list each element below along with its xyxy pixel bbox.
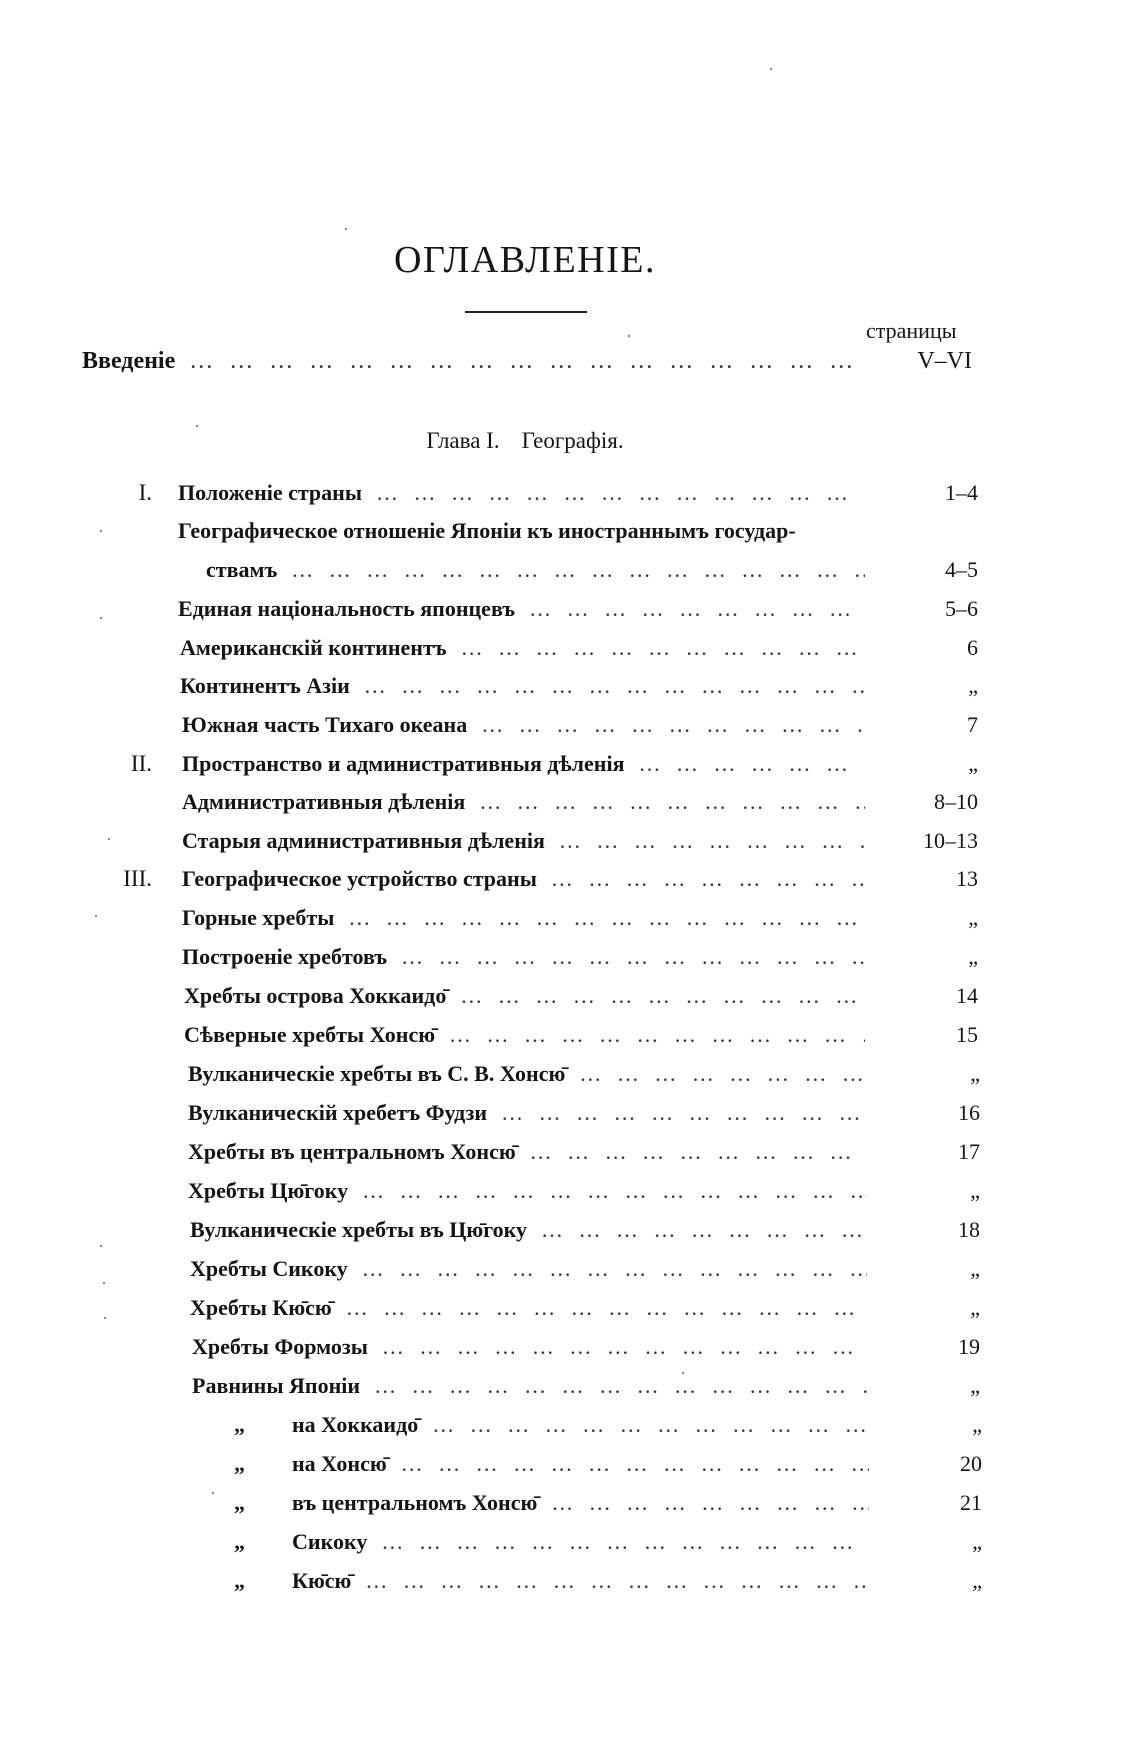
entry-label: Южная часть Тихаго океана <box>182 712 468 737</box>
toc-entry <box>188 1178 980 1212</box>
dot-leader <box>530 1139 867 1165</box>
entry-pages: „ <box>968 905 978 930</box>
entry-pages: 4–5 <box>945 557 978 582</box>
toc-entry <box>182 789 978 823</box>
toc-entry <box>206 557 978 591</box>
ditto-mark: „ <box>234 1529 245 1554</box>
scan-speck <box>682 1372 684 1374</box>
scan-speck <box>345 228 347 230</box>
toc-entry <box>182 751 978 785</box>
toc-entry <box>192 1373 980 1407</box>
toc-entry <box>190 1217 980 1251</box>
entry-pages: „ <box>972 1568 982 1593</box>
chapter-heading <box>0 428 1050 454</box>
entry-pages: 8–10 <box>934 789 978 814</box>
toc-entry <box>190 1295 980 1329</box>
dot-leader <box>449 1022 865 1048</box>
toc-subentry <box>234 1568 982 1602</box>
toc-entry <box>184 1022 978 1056</box>
entry-pages: 16 <box>958 1100 980 1125</box>
entry-pages: „ <box>970 1373 980 1398</box>
entry-label: Хребты въ центральномъ Хонсю̄ <box>188 1139 516 1164</box>
dot-leader <box>551 866 865 892</box>
entry-label: Единая національность японцевъ <box>178 596 516 621</box>
entry-label: Хребты Цю̄гоку <box>188 1178 349 1203</box>
toc-entry <box>180 635 978 669</box>
entry-label: Положеніе страны <box>178 480 363 505</box>
entry-pages: 14 <box>956 983 978 1008</box>
toc-entry <box>182 905 978 939</box>
toc-entry <box>182 944 978 978</box>
entry-pages: 19 <box>958 1334 980 1359</box>
dot-leader <box>579 1061 867 1087</box>
dot-leader <box>189 348 859 375</box>
entry-pages: „ <box>968 673 978 698</box>
dot-leader <box>638 751 865 777</box>
entry-pages: „ <box>972 1412 982 1437</box>
entry-label: Вулканическій хребетъ Фудзи <box>188 1100 488 1125</box>
entry-pages: 13 <box>956 866 978 891</box>
entry-pages: 21 <box>960 1490 982 1515</box>
scan-speck <box>196 425 198 427</box>
toc-subentry <box>234 1529 982 1563</box>
intro-label: Введеніе <box>82 348 176 374</box>
entry-label: Хребты острова Хоккаидо̄ <box>184 983 447 1008</box>
entry-pages: 1–4 <box>945 480 978 505</box>
pages-column-label: страницы <box>866 318 957 343</box>
entry-label: ствамъ <box>206 557 278 582</box>
toc-entry <box>192 1334 980 1368</box>
dot-leader <box>551 1490 869 1516</box>
entry-pages: 18 <box>958 1217 980 1242</box>
intro-pages: V–VI <box>917 348 972 374</box>
entry-pages: 5–6 <box>945 596 978 621</box>
dot-leader <box>291 557 865 583</box>
section-numeral: III. <box>123 866 152 891</box>
scan-speck <box>100 530 102 532</box>
entry-label: въ центральномъ Хонсю̄ <box>292 1490 538 1515</box>
title-rule <box>465 311 587 313</box>
dot-leader <box>481 712 865 738</box>
scan-speck <box>100 617 102 619</box>
intro-entry <box>82 348 972 382</box>
entry-label: на Хоккаидо̄ <box>292 1412 419 1437</box>
toc-entry <box>178 596 978 630</box>
entry-label: Кю̄сю̄ <box>292 1568 352 1593</box>
scan-speck <box>104 1317 106 1319</box>
dot-leader <box>376 480 865 506</box>
scan-speck <box>95 915 97 917</box>
toc-entry <box>182 866 978 900</box>
scan-speck <box>100 1245 102 1247</box>
entry-label: Хребты Кю̄сю̄ <box>190 1295 332 1320</box>
toc-entry <box>178 518 978 552</box>
entry-label: Сѣверные хребты Хонсю̄ <box>184 1022 436 1047</box>
entry-pages: 17 <box>958 1139 980 1164</box>
toc-entry <box>188 1061 980 1095</box>
section-numeral: I. <box>138 480 152 505</box>
dot-leader <box>348 905 865 931</box>
section-numeral: II. <box>130 751 152 776</box>
scan-speck <box>770 68 772 70</box>
entry-pages: 20 <box>960 1451 982 1476</box>
entry-label: Равнины Японіи <box>192 1373 361 1398</box>
toc-subentry <box>234 1412 982 1446</box>
dot-leader <box>479 789 865 815</box>
entry-pages: 7 <box>967 712 978 737</box>
entry-label: Сикоку <box>292 1529 368 1554</box>
entry-label: Континентъ Азіи <box>180 673 350 698</box>
dot-leader <box>401 1451 869 1477</box>
dot-leader <box>382 1334 867 1360</box>
dot-leader <box>362 1178 867 1204</box>
toc-entry <box>184 983 978 1017</box>
dot-leader <box>461 635 865 661</box>
entry-label: на Хонсю̄ <box>292 1451 387 1476</box>
dot-leader <box>559 828 865 854</box>
entry-pages: „ <box>970 1295 980 1320</box>
ditto-mark: „ <box>234 1490 245 1515</box>
entry-label: Построеніе хребтовъ <box>182 944 388 969</box>
dot-leader <box>541 1217 867 1243</box>
entry-label: Американскій континентъ <box>180 635 447 660</box>
entry-label: Горные хребты <box>182 905 335 930</box>
entry-pages: 15 <box>956 1022 978 1047</box>
dot-leader <box>381 1529 869 1555</box>
dot-leader <box>365 1568 869 1594</box>
dot-leader <box>432 1412 869 1438</box>
toc-entry <box>188 1100 980 1134</box>
dot-leader <box>374 1373 867 1399</box>
toc-entry <box>182 712 978 746</box>
entry-label: Географическое отношеніе Японіи къ иностраннымъ государ- <box>178 518 796 543</box>
toc-entry <box>178 480 978 514</box>
entry-label: Хребты Сикоку <box>190 1256 348 1281</box>
entry-label: Хребты Формозы <box>192 1334 368 1359</box>
entry-label: Пространство и административныя дѣленія <box>182 751 625 776</box>
entry-label: Административныя дѣленія <box>182 789 466 814</box>
entry-label: Вулканическіе хребты въ Цю̄гоку <box>190 1217 528 1242</box>
entry-pages: 6 <box>967 635 978 660</box>
entry-label: Географическое устройство страны <box>182 866 537 891</box>
entry-pages: „ <box>970 1061 980 1086</box>
toc-entry <box>180 673 978 707</box>
entry-pages: „ <box>968 751 978 776</box>
scan-speck <box>212 1492 214 1494</box>
ditto-mark: „ <box>234 1568 245 1593</box>
toc-subentry <box>234 1451 982 1485</box>
ditto-mark: „ <box>234 1451 245 1476</box>
dot-leader <box>364 673 865 699</box>
entry-label: Старыя административныя дѣленія <box>182 828 545 853</box>
toc-subentry <box>234 1490 982 1524</box>
entry-pages: „ <box>968 944 978 969</box>
dot-leader <box>501 1100 867 1126</box>
scan-speck <box>103 1282 105 1284</box>
entry-pages: „ <box>972 1529 982 1554</box>
dot-leader <box>346 1295 867 1321</box>
toc-entry <box>190 1256 980 1290</box>
dot-leader <box>460 983 865 1009</box>
dot-leader <box>401 944 865 970</box>
scan-speck <box>108 838 110 840</box>
chapter-name: Географія. <box>521 428 624 453</box>
entry-pages: „ <box>970 1178 980 1203</box>
dot-leader <box>529 596 865 622</box>
dot-leader <box>362 1256 867 1282</box>
chapter-number: Глава I. <box>426 428 500 453</box>
page-title: ОГЛАВЛЕНІЕ. <box>394 239 656 281</box>
entry-pages: „ <box>970 1256 980 1281</box>
toc-entry <box>188 1139 980 1173</box>
scan-speck <box>628 335 630 337</box>
entry-pages: 10–13 <box>923 828 978 853</box>
ditto-mark: „ <box>234 1412 245 1437</box>
toc-entry <box>182 828 978 862</box>
entry-label: Вулканическіе хребты въ С. В. Хонсю̄ <box>188 1061 566 1086</box>
